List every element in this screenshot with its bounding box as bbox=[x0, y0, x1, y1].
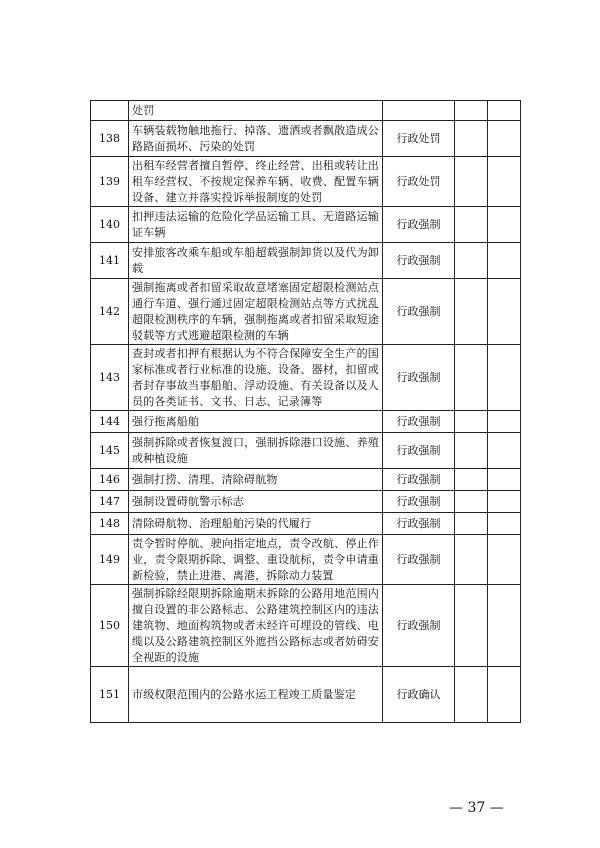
row-item: 市级权限范围内的公路水运工程竣工质量鉴定 bbox=[129, 667, 383, 723]
row-empty-cell bbox=[455, 157, 488, 207]
row-item: 处罚 bbox=[129, 101, 383, 121]
row-number: 147 bbox=[91, 491, 129, 513]
table-row bbox=[91, 469, 521, 491]
table-row bbox=[91, 513, 521, 535]
row-empty-cell bbox=[455, 469, 488, 491]
table-row bbox=[91, 345, 521, 411]
row-number: 145 bbox=[91, 433, 129, 469]
row-number: 148 bbox=[91, 513, 129, 535]
row-item: 强制设置碍航警示标志 bbox=[129, 491, 383, 513]
row-item: 责令暂时停航、驶向指定地点，责令改航、停止作业，责令限期拆除、调整、重设航标，责令申请重新检验，禁止进港、离港，拆除动力装置 bbox=[129, 535, 383, 585]
row-empty-cell bbox=[455, 345, 488, 411]
row-empty-cell bbox=[455, 121, 488, 157]
row-type: 行政强制 bbox=[383, 411, 455, 433]
row-empty-cell bbox=[455, 513, 488, 535]
row-type: 行政确认 bbox=[383, 667, 455, 723]
row-empty-cell bbox=[455, 433, 488, 469]
row-empty-cell bbox=[488, 121, 521, 157]
row-empty-cell bbox=[455, 585, 488, 667]
page-number: — 37 — bbox=[449, 800, 504, 816]
table-row bbox=[91, 121, 521, 157]
row-item: 查封或者扣押有根据认为不符合保障安全生产的国家标准或者行业标准的设施、设备、器材，扣留或者封存事故当事船舶、浮动设施、有关设备以及人员的各类证书、文书、日志、记录簿等 bbox=[129, 345, 383, 411]
row-empty-cell bbox=[488, 157, 521, 207]
row-item: 强制拆除或者恢复渡口，强制拆除港口设施、养殖或种植设施 bbox=[129, 433, 383, 469]
row-empty-cell bbox=[488, 667, 521, 723]
row-empty-cell bbox=[455, 101, 488, 121]
row-type: 行政强制 bbox=[383, 279, 455, 345]
row-item: 出租车经营者擅自暂停、终止经营、出租或转让出租车经营权、不按规定保养车辆、收费、配置车辆设备、建立并落实投诉举报制度的处罚 bbox=[129, 157, 383, 207]
row-number: 139 bbox=[91, 157, 129, 207]
row-type bbox=[383, 101, 455, 121]
table-row bbox=[91, 491, 521, 513]
row-empty-cell bbox=[488, 469, 521, 491]
row-type: 行政强制 bbox=[383, 535, 455, 585]
row-number bbox=[91, 101, 129, 121]
row-number: 142 bbox=[91, 279, 129, 345]
row-empty-cell bbox=[488, 345, 521, 411]
row-number: 141 bbox=[91, 243, 129, 279]
row-item: 清除碍航物、治理船舶污染的代履行 bbox=[129, 513, 383, 535]
row-type: 行政强制 bbox=[383, 469, 455, 491]
row-type: 行政强制 bbox=[383, 513, 455, 535]
row-empty-cell bbox=[488, 513, 521, 535]
row-number: 144 bbox=[91, 411, 129, 433]
row-item: 强制拖离或者扣留采取故意堵塞固定超限检测站点通行车道、强行通过固定超限检测站点等方式扰乱超限检测秩序的车辆，强制拖离或者扣留采取短途驳载等方式逃避超限检测的车辆 bbox=[129, 279, 383, 345]
row-item: 安排旅客改乘车船或车船超载强制卸货以及代为卸载 bbox=[129, 243, 383, 279]
table-row bbox=[91, 411, 521, 433]
table-row bbox=[91, 585, 521, 667]
row-number: 151 bbox=[91, 667, 129, 723]
row-empty-cell bbox=[488, 243, 521, 279]
row-empty-cell bbox=[455, 411, 488, 433]
row-number: 140 bbox=[91, 207, 129, 243]
table-row bbox=[91, 101, 521, 121]
table-row bbox=[91, 243, 521, 279]
table-row bbox=[91, 157, 521, 207]
row-empty-cell bbox=[488, 491, 521, 513]
row-empty-cell bbox=[488, 101, 521, 121]
row-type: 行政处罚 bbox=[383, 121, 455, 157]
row-item: 强制打捞、清理、清除碍航物 bbox=[129, 469, 383, 491]
row-empty-cell bbox=[455, 207, 488, 243]
row-type: 行政强制 bbox=[383, 243, 455, 279]
matters-table-body bbox=[91, 101, 521, 723]
table-row bbox=[91, 279, 521, 345]
row-number: 138 bbox=[91, 121, 129, 157]
row-empty-cell bbox=[455, 491, 488, 513]
row-empty-cell bbox=[455, 535, 488, 585]
row-type: 行政强制 bbox=[383, 207, 455, 243]
matters-table bbox=[90, 100, 521, 723]
row-item: 强制拆除经限期拆除逾期未拆除的公路用地范围内擅自设置的非公路标志、公路建筑控制区内的违法建筑物、地面构筑物或者未经许可埋设的管线、电缆以及公路建筑控制区外遮挡公路标志或者妨碍安全视距的设施 bbox=[129, 585, 383, 667]
table-row bbox=[91, 535, 521, 585]
row-type: 行政强制 bbox=[383, 491, 455, 513]
row-number: 143 bbox=[91, 345, 129, 411]
row-type: 行政处罚 bbox=[383, 157, 455, 207]
row-empty-cell bbox=[455, 243, 488, 279]
row-empty-cell bbox=[488, 433, 521, 469]
row-type: 行政强制 bbox=[383, 433, 455, 469]
row-type: 行政强制 bbox=[383, 345, 455, 411]
row-item: 扣押违法运输的危险化学品运输工具、无道路运输证车辆 bbox=[129, 207, 383, 243]
row-number: 150 bbox=[91, 585, 129, 667]
table-row bbox=[91, 207, 521, 243]
row-empty-cell bbox=[488, 279, 521, 345]
row-type: 行政强制 bbox=[383, 585, 455, 667]
table-row bbox=[91, 667, 521, 723]
row-empty-cell bbox=[488, 411, 521, 433]
row-empty-cell bbox=[455, 667, 488, 723]
table-row bbox=[91, 433, 521, 469]
row-empty-cell bbox=[488, 207, 521, 243]
row-number: 149 bbox=[91, 535, 129, 585]
row-number: 146 bbox=[91, 469, 129, 491]
row-item: 车辆装载物触地拖行、掉落、遗洒或者飘散造成公路路面损坏、污染的处罚 bbox=[129, 121, 383, 157]
row-item: 强行拖离船舶 bbox=[129, 411, 383, 433]
row-empty-cell bbox=[488, 535, 521, 585]
row-empty-cell bbox=[488, 585, 521, 667]
row-empty-cell bbox=[455, 279, 488, 345]
